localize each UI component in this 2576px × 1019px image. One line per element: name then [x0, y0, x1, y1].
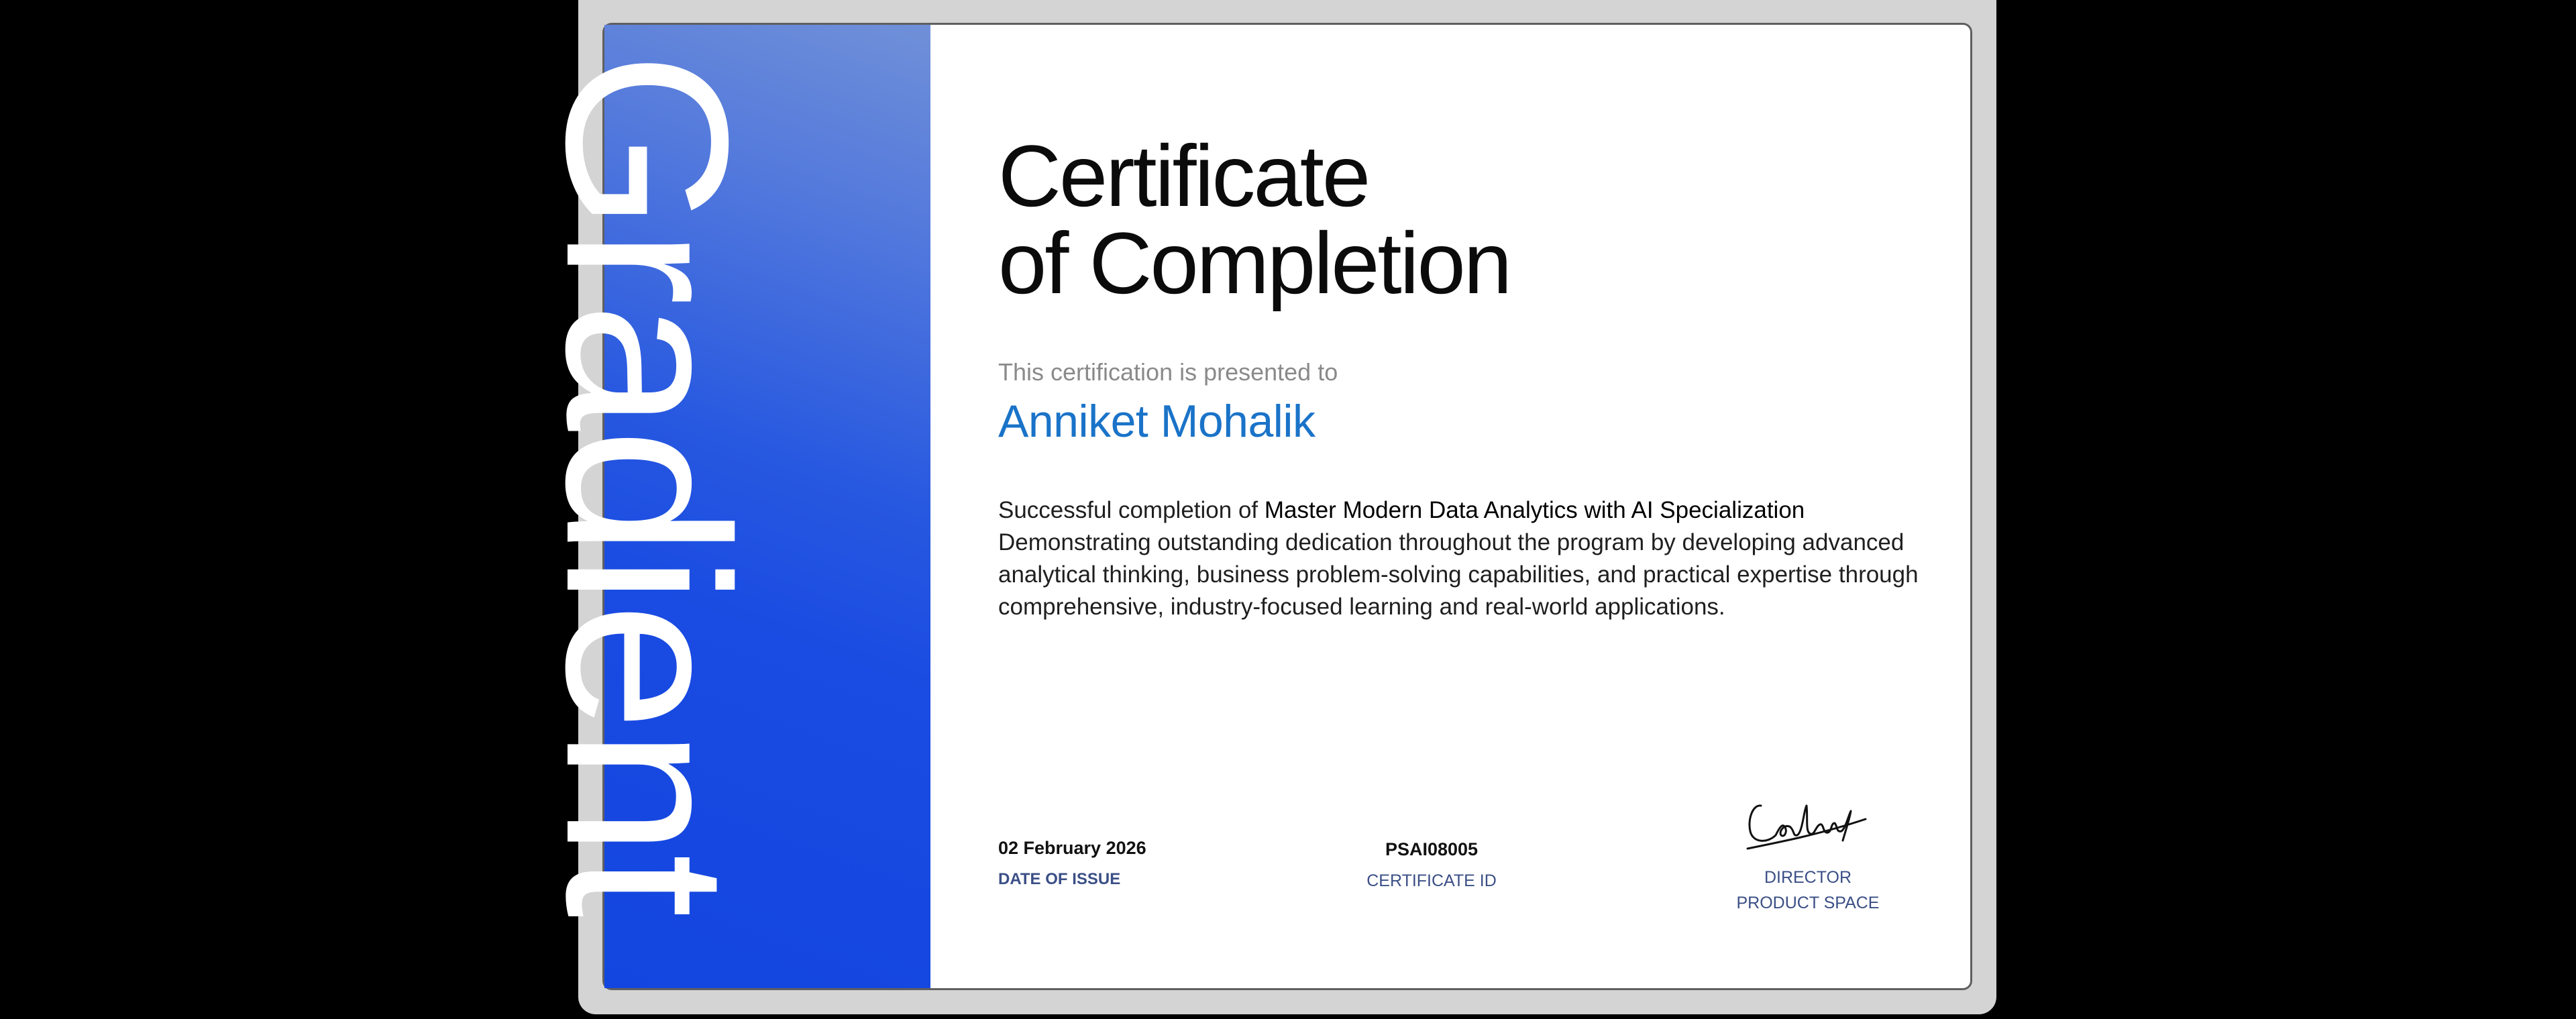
issue-date-block — [998, 838, 1146, 892]
signer-title-block — [1724, 865, 1892, 916]
recipient-name: Anniket Mohalik — [998, 396, 1316, 447]
description-body: Demonstrating outstanding dedication throughout the program by developing advanced analytical thinking, business problem-solving capabilities, and practical expertise through comprehensive, industry-focused learning and real-world applications. — [998, 529, 1919, 620]
certificate-id-label: CERTIFICATE ID — [1366, 871, 1497, 890]
certificate-frame — [519, 0, 1996, 1014]
certificate-title — [998, 127, 1511, 312]
title-line-1: Certificate — [998, 127, 1369, 225]
certificate-id-block — [1354, 839, 1509, 894]
brand-side-panel — [519, 25, 930, 988]
brand-wordmark: Gradient — [519, 52, 776, 916]
issue-date-value: 02 February 2026 — [998, 838, 1146, 858]
course-name: Master Modern Data Analytics with AI Specialization — [1264, 497, 1805, 523]
certificate-content — [998, 25, 1970, 988]
presented-to-text: This certification is presented to — [998, 358, 1338, 386]
completion-description — [998, 494, 1924, 623]
signer-title: DIRECTOR — [1764, 868, 1852, 887]
title-line-2: of Completion — [998, 214, 1511, 312]
signer-organization: PRODUCT SPACE — [1736, 894, 1880, 912]
certificate-card — [519, 23, 1972, 990]
signature-block — [1724, 779, 1892, 916]
description-prefix: Successful completion of — [998, 497, 1265, 523]
issue-date-label: DATE OF ISSUE — [998, 870, 1121, 888]
certificate-id-value: PSAI08005 — [1385, 839, 1479, 859]
signature-image — [1741, 779, 1875, 859]
